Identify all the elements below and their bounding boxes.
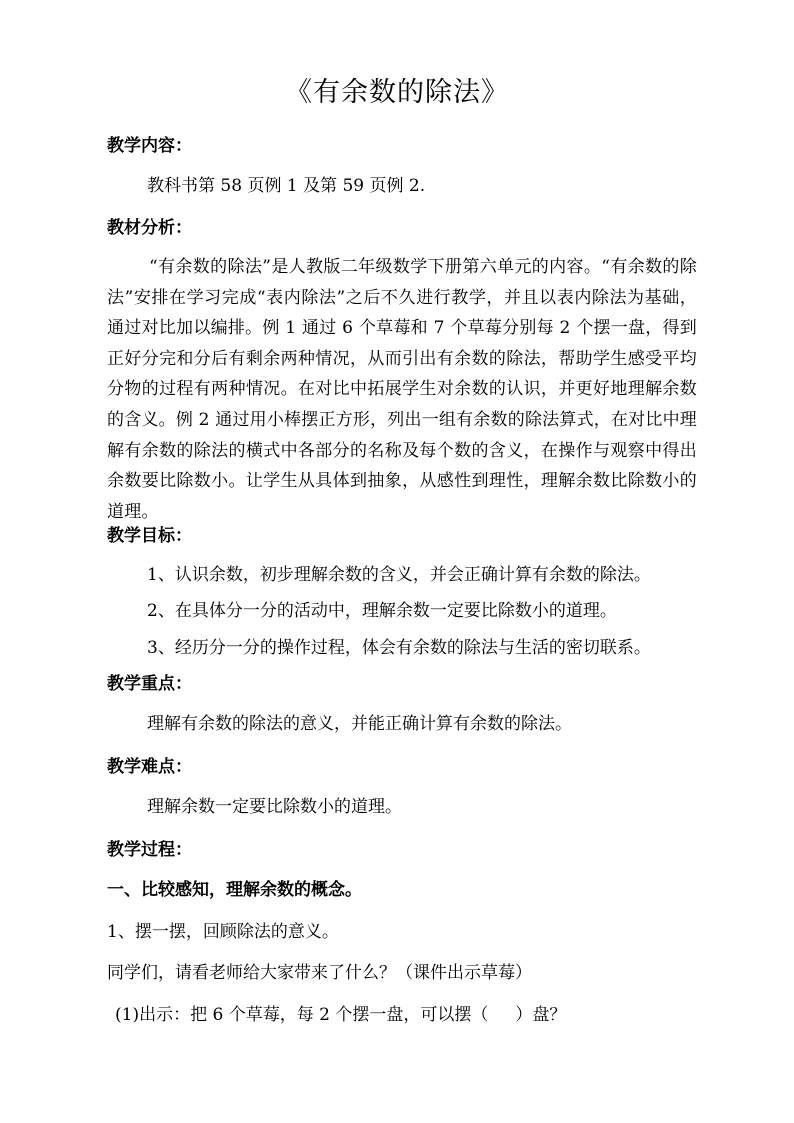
step-one-text: 1、摆一摆，回顾除法的意义。 (107, 922, 339, 942)
key-points-heading: 教学重点： (107, 674, 192, 694)
teaching-content-heading: 教学内容： (107, 136, 192, 156)
material-analysis-heading: 教材分析： (107, 218, 192, 238)
process-line: (1)出示：把 6 个草莓，每 2 个摆一盘，可以摆（ ）盘？ (115, 1005, 567, 1025)
teaching-goal-item: 1、认识余数，初步理解余数的含义，并会正确计算有余数的除法。 (147, 565, 651, 585)
teaching-process-heading: 教学过程： (107, 840, 192, 860)
process-line: 同学们，请看老师给大家带来了什么？（课件出示草莓） (107, 963, 532, 983)
difficulties-text: 理解余数一定要比除数小的道理。 (147, 797, 402, 817)
material-analysis-paragraph: “有余数的除法”是人教版二年级数学下册第六单元的内容。“有余数的除法”安排在学习完成“表内除法”之后不久进行教学，并且以表内除法为基础，通过对比加以编排。例 1 通过 6 个草莓和 7 个草莓分别每 2 个摆一盘，得到正好分完和分后有剩余两种情况，从而引出有余数的除法，帮助学生感受平均分物的过程有两种情况。在对比中拓展学生对余数的认识，并更好地理解余数的含义。例 2 通过用小棒摆正方形，列出一组有余数的除法算式，在对比中理解有余数的除法的横式中各部分的名称及每个数的含义，在操作与观察中得出余数要比除数小。让学生从具体到抽象，从感性到理性，理解余数比除数小的道理。 (107, 257, 697, 522)
teaching-goal-item: 3、经历分一分的操作过程，体会有余数的除法与生活的密切联系。 (147, 638, 651, 658)
section-one-heading: 一、比较感知，理解余数的概念。 (107, 880, 362, 900)
teaching-goals-heading: 教学目标： (107, 526, 192, 546)
teaching-goal-item: 2、在具体分一分的活动中，理解余数一定要比除数小的道理。 (147, 601, 617, 621)
teaching-content-text: 教科书第 58 页例 1 及第 59 页例 2. (147, 176, 426, 196)
key-points-text: 理解有余数的除法的意义，并能正确计算有余数的除法。 (147, 714, 572, 734)
document-title: 《有余数的除法》 (285, 77, 509, 108)
difficulties-heading: 教学难点： (107, 757, 192, 777)
